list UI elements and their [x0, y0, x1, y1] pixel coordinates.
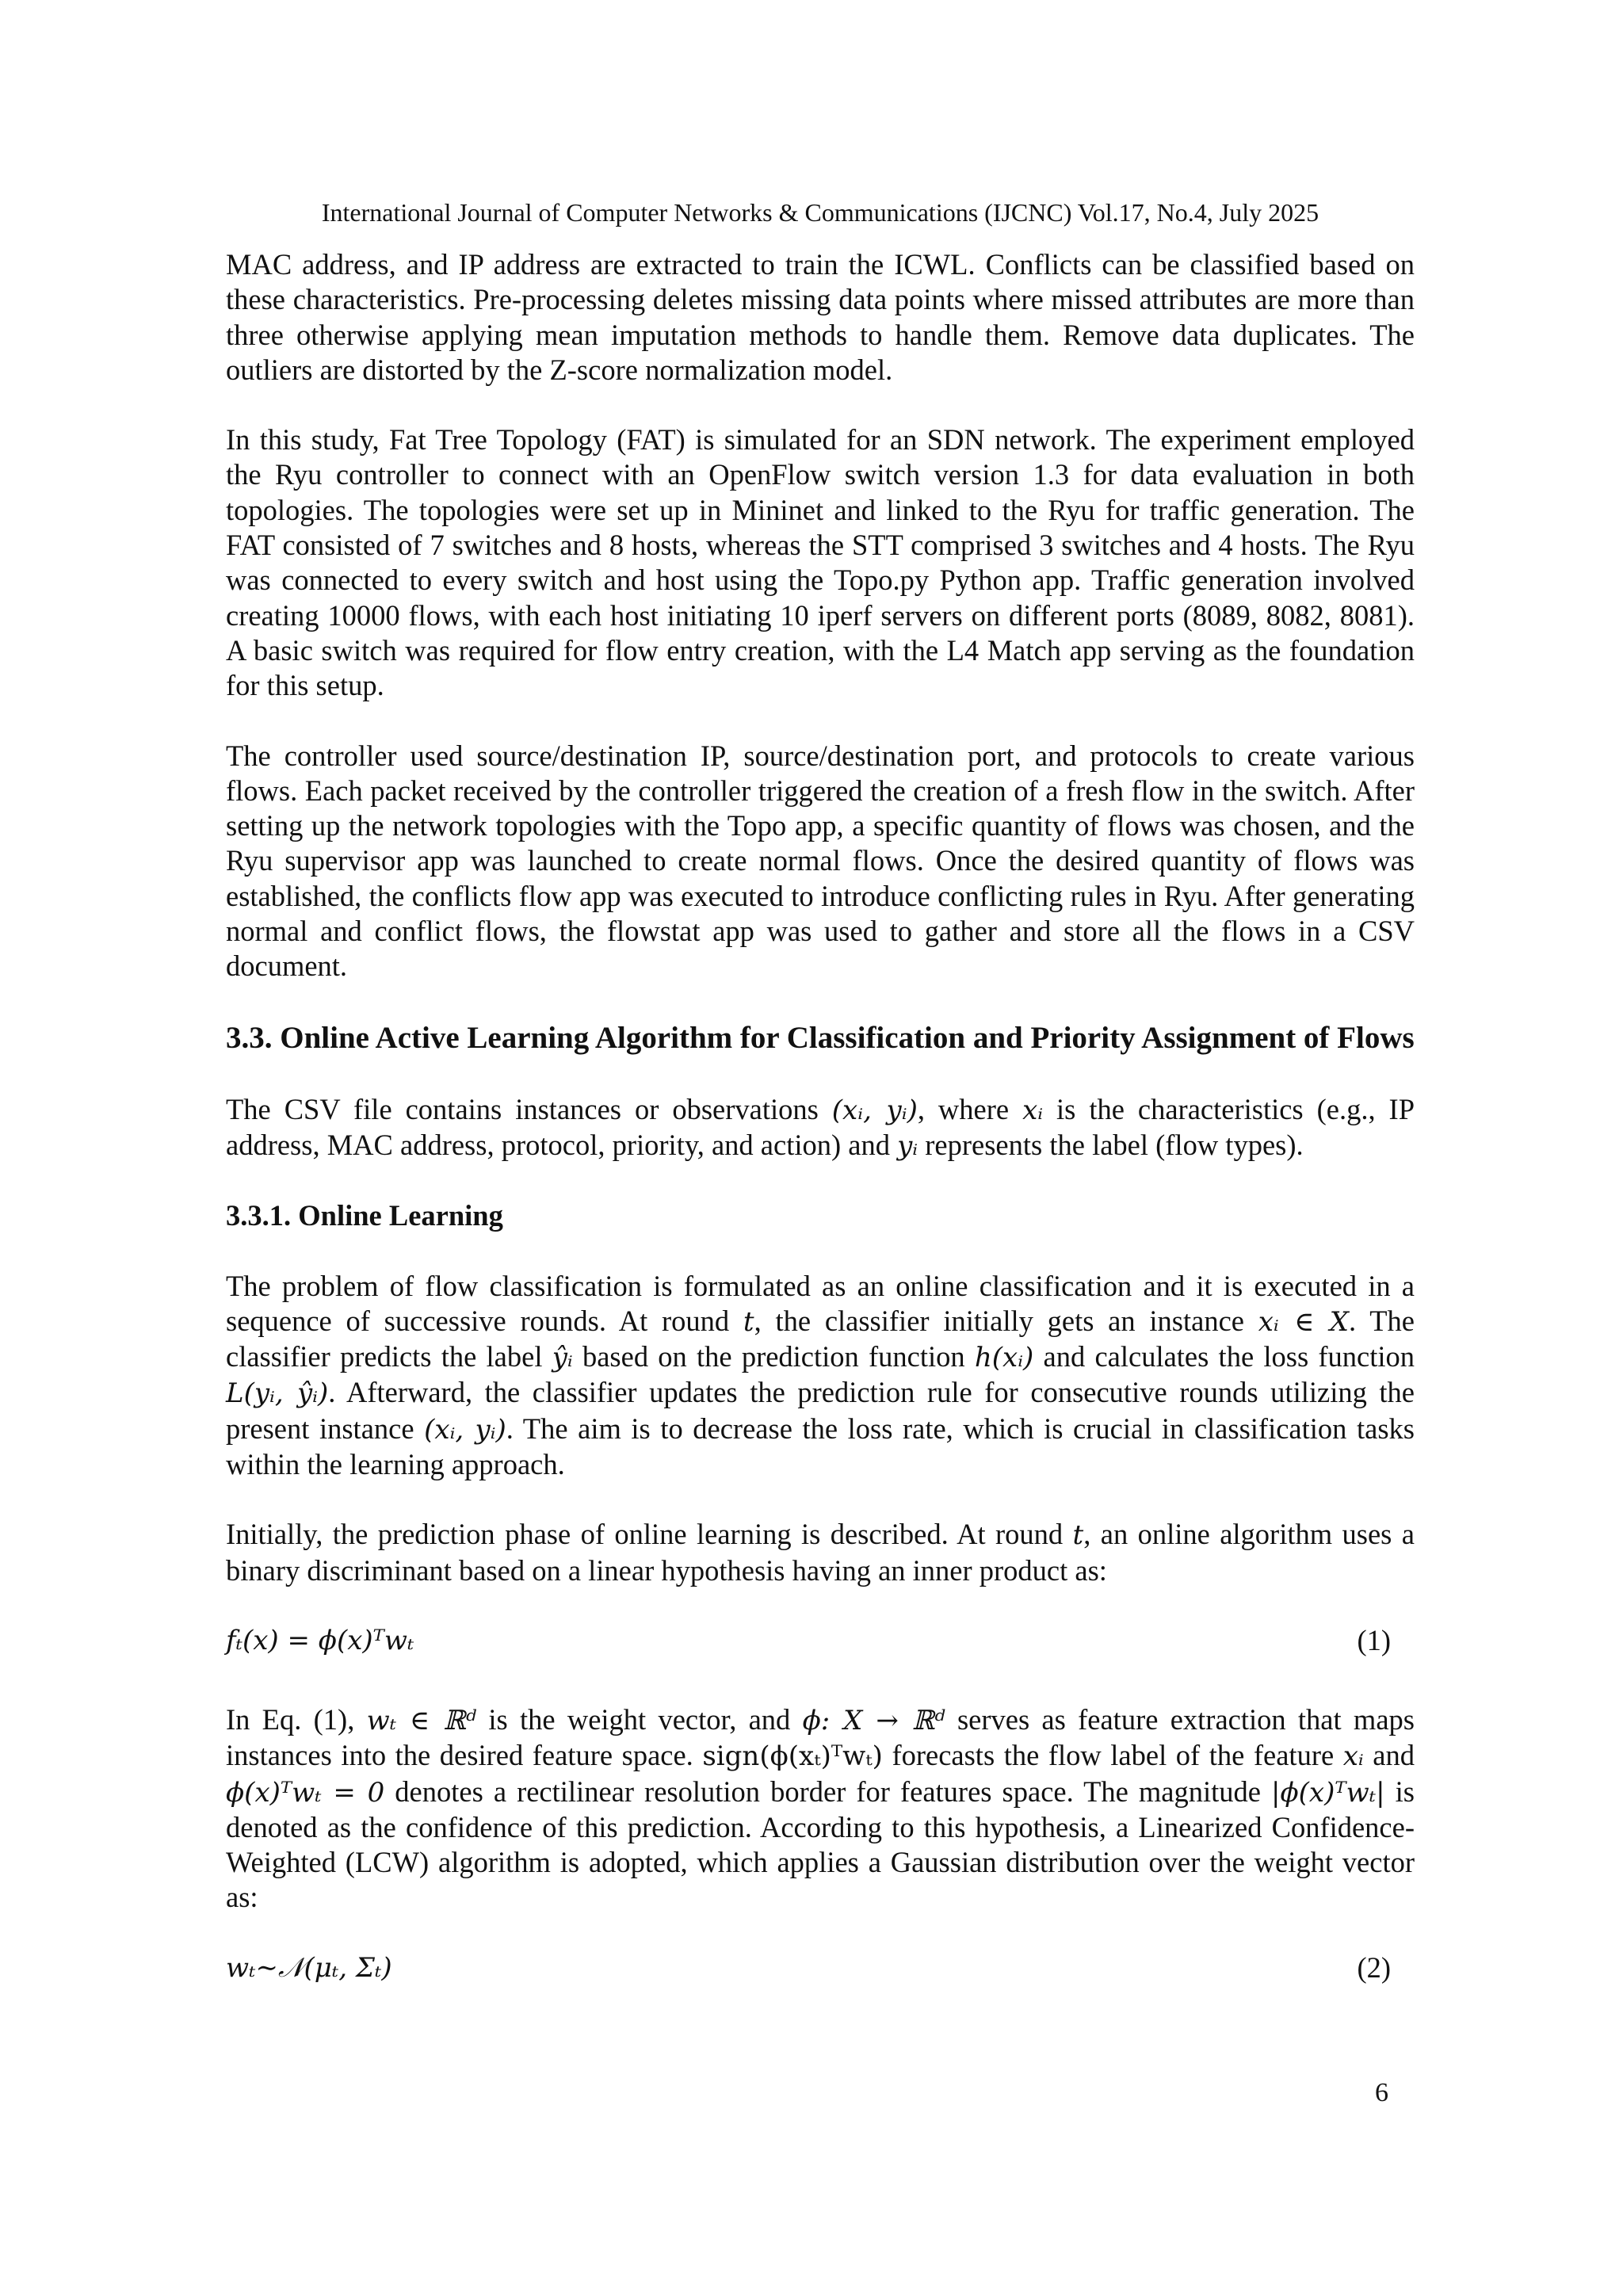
math-sign: sign(ϕ(xₜ)ᵀwₜ) [702, 1740, 883, 1773]
equation-2 [226, 1950, 1415, 1990]
section-heading: 3.3. Online Active Learning Algorithm for Classification and Priority Assignment of Flows [226, 1020, 1415, 1055]
equation-1-number: (1) [1357, 1623, 1391, 1656]
math-xi: xᵢ [1022, 1094, 1044, 1126]
math-phi-map: ϕ: X → ℝᵈ [802, 1704, 945, 1736]
text-run: is the characteristics (e.g., IP address, MAC address, protocol, priority, and action) and [226, 1092, 1415, 1161]
math-xi-in-x: xᵢ ∈ X [1258, 1305, 1350, 1338]
text-run: and [1363, 1739, 1415, 1772]
math-border: ϕ(x)ᵀwₜ = 0 [226, 1776, 385, 1809]
text-run: denotes a rectilinear resolution border for features space. The magnitude [384, 1775, 1272, 1808]
math-xi: xᵢ [1342, 1740, 1364, 1773]
text-run: serves as feature extraction that maps instances into the desired feature space. [226, 1702, 1415, 1772]
paragraph-preprocessing: MAC address, and IP address are extracted to train the ICWL. Conflicts can be classified based on these characteristics. Pre-processing deletes missing data points where missed attributes are more than three otherwise applying mean imputation methods to handle them. Remove data duplicates. The outliers are distorted by the Z-score normalization model. [226, 248, 1415, 386]
math-xi-yi: (xᵢ, yᵢ) [831, 1094, 918, 1126]
paragraph-prediction [226, 1517, 1415, 1588]
math-yi: yᵢ [897, 1129, 918, 1162]
math-t: t [743, 1305, 754, 1338]
text-run: is denoted as the confidence of this prediction. According to this hypothesis, a Linearized Confidence-Weighted (LCW) algorithm is adopted, which applies a Gaussian distribution over the weight vector as: [226, 1775, 1415, 1914]
math-loss: L(yᵢ, ŷᵢ) [226, 1377, 329, 1410]
text-run: , an online algorithm uses a binary discriminant based on a linear hypothesis having an inner product as: [226, 1518, 1415, 1587]
equation-1-formula: fₜ(x) = ϕ(x)ᵀwₜ [226, 1624, 414, 1656]
page-body [226, 247, 1415, 2030]
paragraph-weight-vector [226, 1702, 1415, 1916]
text-run: , where [917, 1092, 1023, 1125]
text-run: is the weight vector, and [476, 1702, 803, 1736]
equation-2-formula: wₜ∼𝒩(μₜ, Σₜ) [226, 1951, 392, 1984]
paragraph-online-learning [226, 1269, 1415, 1483]
text-run: In Eq. (1), [226, 1702, 367, 1736]
text-run: . The classifier predicts the label [226, 1304, 1415, 1373]
text-run: The problem of flow classification is formulated as an online classification and it is executed in a sequence of successive rounds. At round [226, 1269, 1415, 1337]
text-run: . The aim is to decrease the loss rate, which is crucial in classification tasks within the learning approach. [226, 1412, 1415, 1481]
page-number: 6 [1375, 2078, 1388, 2107]
subsection-heading: 3.3.1. Online Learning [226, 1199, 503, 1232]
math-magnitude: |ϕ(x)ᵀwₜ| [1271, 1776, 1385, 1809]
text-run: forecasts the flow label of the feature [882, 1739, 1343, 1772]
math-xi-yi: (xᵢ, yᵢ) [424, 1413, 506, 1446]
paragraph-csv [226, 1092, 1415, 1164]
text-run: based on the prediction function [572, 1340, 975, 1373]
math-yhat: ŷᵢ [552, 1342, 573, 1374]
text-run: , the classifier initially gets an instance [754, 1304, 1258, 1337]
text-run: Initially, the prediction phase of online learning is described. At round [226, 1518, 1073, 1551]
text-run: and calculates the loss function [1033, 1340, 1415, 1373]
journal-header: International Journal of Computer Networks & Communications (IJCNC) Vol.17, No.4, July 2025 [321, 198, 1319, 227]
paragraph-controller: The controller used source/destination IP, source/destination port, and protocols to create various flows. Each packet received by the controller triggered the creation of a fresh flow in the switch. After setting up the network topologies with the Topo app, a specific quantity of flows was chosen, and the Ryu supervisor app was launched to create normal flows. Once the desired quantity of flows was established, the conflicts flow app was executed to introduce conflicting rules in Ryu. After generating normal and conflict flows, the flowstat app was used to gather and store all the flows in a CSV document. [226, 739, 1415, 983]
math-t: t [1072, 1519, 1084, 1552]
paragraph-topology: In this study, Fat Tree Topology (FAT) is simulated for an SDN network. The experiment employed the Ryu controller to connect with an OpenFlow switch version 1.3 for data evaluation in both topologies. The topologies were set up in Mininet and linked to the Ryu for traffic generation. The FAT consisted of 7 switches and 8 hosts, whereas the STT comprised 3 switches and 4 hosts. The Ryu was connected to every switch and host using the Topo.py Python app. Traffic generation involved creating 10000 flows, with each host initiating 10 iperf servers on different ports (8089, 8082, 8081). A basic switch was required for flow entry creation, with the L4 Match app serving as the foundation for this setup. [226, 423, 1415, 702]
equation-2-number: (2) [1357, 1950, 1391, 1984]
text-run: The CSV file contains instances or observations [226, 1092, 832, 1125]
text-run: represents the label (flow types). [918, 1128, 1304, 1161]
math-h-xi: h(xᵢ) [974, 1342, 1034, 1374]
text-run: . Afterward, the classifier updates the prediction rule for consecutive rounds utilizing the present instance [226, 1376, 1415, 1445]
math-wt-in-rd: wₜ ∈ ℝᵈ [366, 1704, 477, 1736]
equation-1 [226, 1623, 1415, 1663]
